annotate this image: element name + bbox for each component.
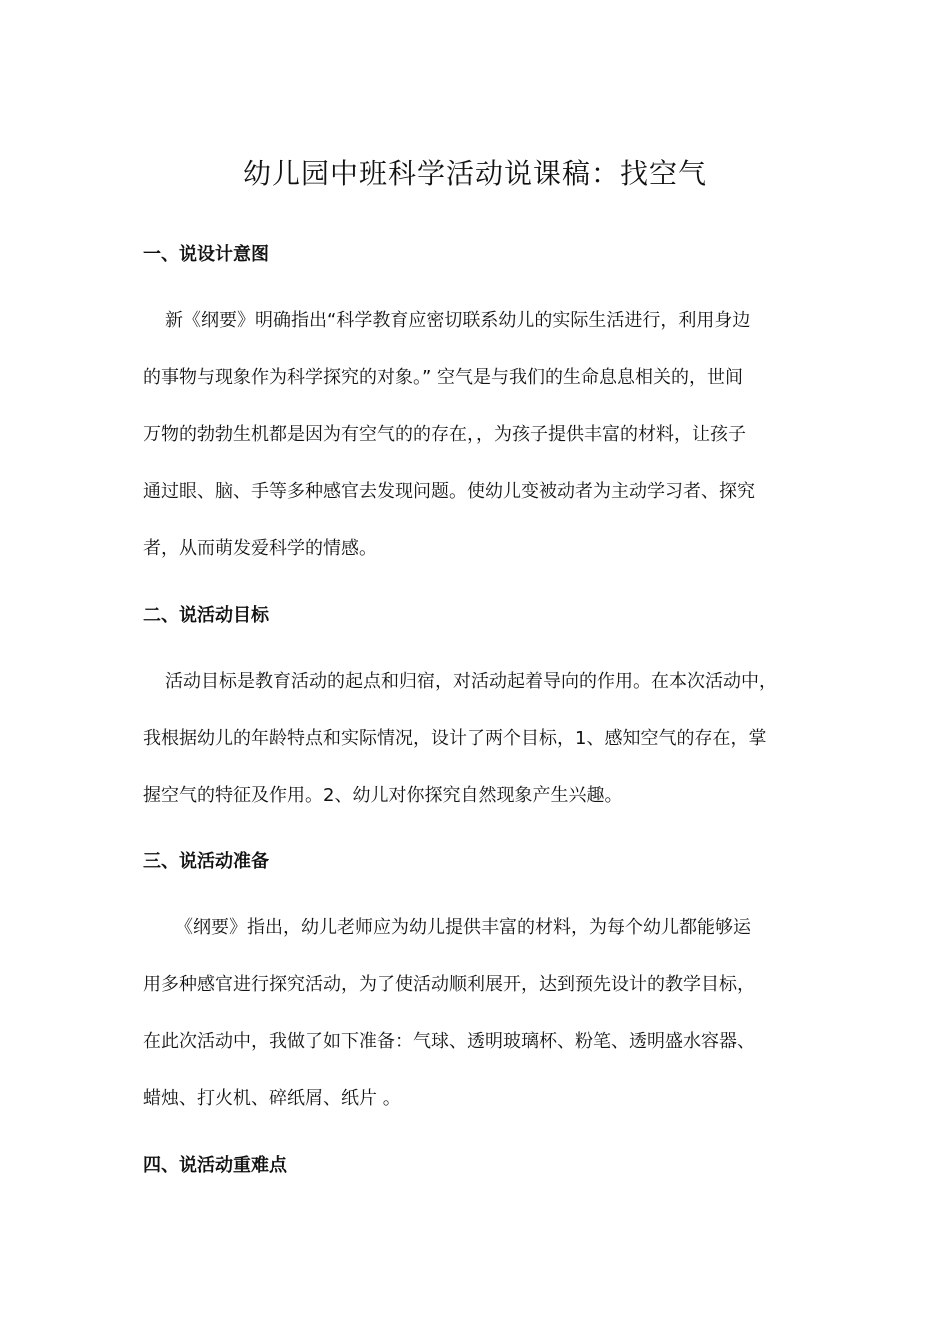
section-heading-activity-goals: 二、说活动目标 [143, 605, 269, 626]
paragraph-line: 在此次活动中，我做了如下准备：气球、透明玻璃杯、粉笔、透明盛水容器、 [143, 1031, 755, 1052]
paragraph-line: 用多种感官进行探究活动，为了使活动顺利展开，达到预先设计的教学目标， [143, 974, 755, 995]
paragraph-line: 者，从而萌发爱科学的情感。 [143, 538, 377, 559]
paragraph-line: 的事物与现象作为科学探究的对象。” 空气是与我们的生命息息相关的，世间 [143, 367, 744, 388]
paragraph-line: 活动目标是教育活动的起点和归宿，对活动起着导向的作用。在本次活动中， [165, 671, 777, 692]
paragraph-line: 新《纲要》明确指出“科学教育应密切联系幼儿的实际生活进行，利用身边 [165, 310, 751, 331]
paragraph-line: 《纲要》指出，幼儿老师应为幼儿提供丰富的材料，为每个幼儿都能够运 [175, 917, 751, 938]
paragraph-line: 蜡烛、打火机、碎纸屑、纸片 。 [143, 1088, 401, 1109]
paragraph-line: 万物的勃勃生机都是因为有空气的的存在，，为孩子提供丰富的材料，让孩子 [143, 424, 746, 445]
section-heading-activity-preparation: 三、说活动准备 [143, 851, 269, 872]
document-title: 幼儿园中班科学活动说课稿：找空气 [242, 157, 707, 190]
paragraph-line: 我根据幼儿的年龄特点和实际情况，设计了两个目标，1、感知空气的存在，掌 [143, 728, 767, 749]
section-heading-design-intent: 一、说设计意图 [143, 244, 269, 265]
section-heading-key-difficulties: 四、说活动重难点 [143, 1155, 287, 1176]
paragraph-line: 通过眼、脑、手等多种感官去发现问题。使幼儿变被动者为主动学习者、探究 [143, 481, 755, 502]
paragraph-line: 握空气的特征及作用。2、幼儿对你探究自然现象产生兴趣。 [143, 785, 623, 806]
